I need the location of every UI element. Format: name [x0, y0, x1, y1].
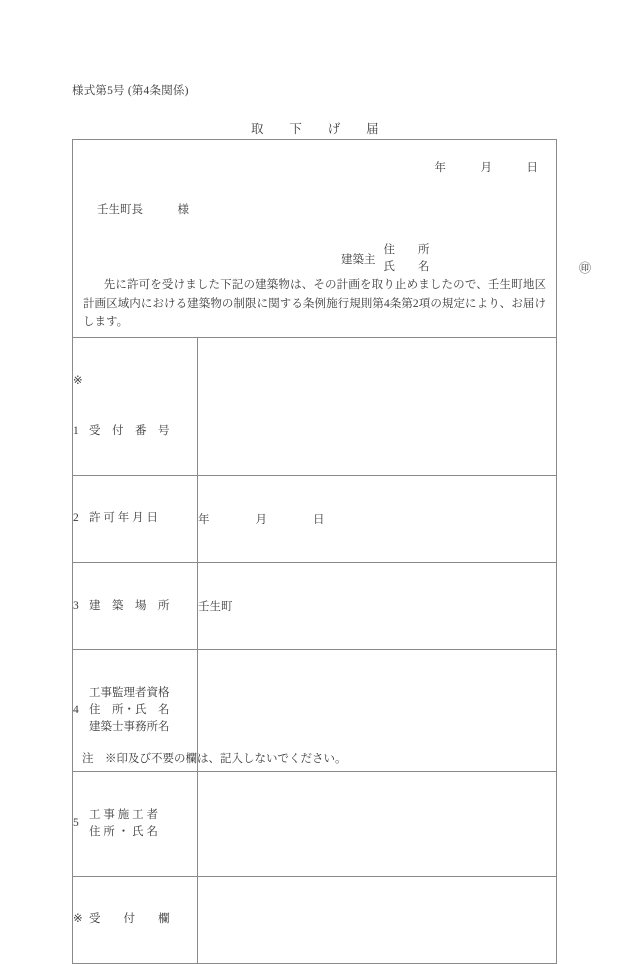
row-value-receipt-number[interactable]	[198, 338, 557, 476]
row-label-contractor	[73, 772, 198, 877]
row-label-text: 許 可 年 月 日	[89, 512, 158, 525]
table-row	[73, 338, 556, 476]
row-label-line	[73, 510, 197, 527]
form-outer-box	[72, 139, 592, 964]
building-owner-label: 建築主	[341, 253, 376, 266]
row-number: 3	[73, 599, 79, 612]
row-label-receipt-number	[73, 338, 198, 476]
form-table	[73, 337, 556, 963]
table-row	[73, 876, 556, 963]
row-label-text-line-3: 建築士事務所名	[89, 721, 170, 734]
row-label-text: 受 付 番 号	[89, 425, 170, 438]
row-mark: ※	[73, 374, 83, 387]
body-statement-text: 先に許可を受けました下記の建築物は、その計画を取り止めましたので、壬生町地区計画区域内における建築物の制限に関する条例施行規則第4条第2項の規定により、お届けします。	[83, 279, 546, 329]
row-number: 2	[73, 512, 79, 525]
form-header-area	[73, 140, 592, 337]
row-number: 4	[73, 704, 79, 717]
row-label-text-line-2: 住 所・氏 名	[89, 704, 170, 717]
row-label-line	[73, 807, 197, 842]
seal-icon: ㊞	[579, 261, 592, 275]
row-label-stack	[89, 807, 158, 842]
row-label-line	[73, 423, 197, 440]
row-label-office-use	[73, 876, 198, 963]
row-label-line	[73, 685, 197, 737]
table-row	[73, 563, 556, 650]
owner-name-label: 氏 名	[383, 260, 430, 273]
submission-date-line: 年 月 日	[434, 162, 538, 174]
page-title: 取 下 げ 届	[250, 122, 379, 136]
row-label-text-line-2: 住 所 ・ 氏 名	[89, 825, 158, 838]
building-owner-block	[341, 242, 592, 275]
form-number: 様式第5号 (第4条関係)	[72, 85, 189, 97]
row-label-text: 受 付 欄	[89, 913, 170, 926]
row-number: 5	[73, 817, 79, 830]
owner-address-label: 住 所	[383, 244, 430, 256]
row-label-line	[73, 911, 197, 928]
row-value-contractor[interactable]	[198, 772, 557, 877]
row-mark: ※	[73, 913, 83, 926]
row-label-building-site	[73, 563, 198, 650]
row-label-permit-date	[73, 475, 198, 562]
row-label-text-line-1: 工事監理者資格	[89, 686, 170, 699]
row-label-line	[73, 598, 197, 615]
row-label-text-line-1: 工 事 施 工 者	[89, 808, 158, 821]
row-label-text: 建 築 場 所	[89, 599, 170, 612]
row-number: 1	[73, 425, 79, 438]
table-row	[73, 475, 556, 562]
row-value-office-use[interactable]	[198, 876, 557, 963]
row-value-building-site[interactable]: 壬生町	[198, 563, 557, 650]
row-value-permit-date[interactable]: 年 月 日	[198, 475, 557, 562]
table-row	[73, 772, 556, 877]
building-owner-fields	[384, 242, 430, 275]
row-label-stack	[89, 685, 170, 737]
footer-note: 注 ※印及び不要の欄は、記入しないでください。	[82, 753, 347, 765]
addressee-line: 壬生町長 様	[97, 204, 189, 216]
body-statement	[83, 276, 546, 332]
